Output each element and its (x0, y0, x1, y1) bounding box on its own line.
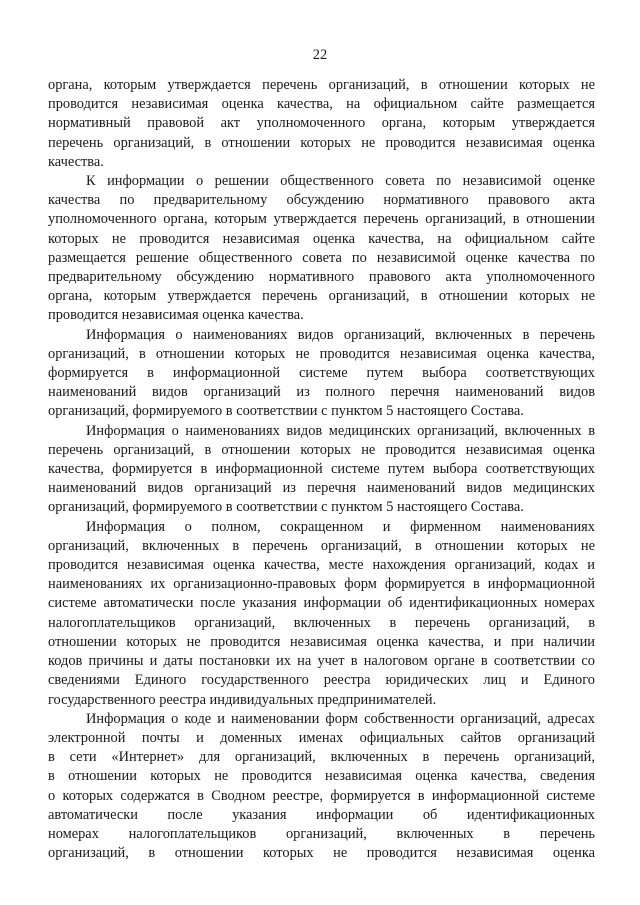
text-line: Информация о наименованиях видов медицинских организаций, включенных в (86, 422, 595, 439)
text-line: наименованиях их организационно-правовых форм формируется в информационной (48, 576, 595, 593)
text-line: качества. (48, 153, 104, 170)
paragraph (48, 422, 595, 518)
paragraph (48, 710, 595, 864)
text-line: организаций, формируемого в соответствии с пунктом 5 настоящего Состава. (48, 499, 524, 516)
text-line: качества, формируется в информационной системе путем выбора соответствующих (48, 461, 595, 478)
text-line: электронной почты и доменных именах официальных сайтов организаций (48, 729, 595, 746)
text-line: наименований видов организаций из полного перечня наименований видов (48, 384, 595, 401)
page-number: 22 (312, 47, 328, 63)
text-line: нормативный правовой акт уполномоченного органа, которым утверждается (48, 115, 595, 132)
text-line: уполномоченного органа, которым утверждается перечень организаций, в отношении (48, 211, 595, 228)
text-line: о которых содержатся в Сводном реестре, формируется в информационной системе (48, 787, 595, 804)
text-line: Информация о коде и наименовании форм собственности организаций, адресах (86, 710, 595, 727)
text-line: проводится независимая оценка качества, месте нахождения организаций, кодах и (48, 557, 595, 574)
text-line: органа, которым утверждается перечень организаций, в отношении которых не (48, 288, 595, 305)
text-line: качества по предварительному обсуждению нормативного правового акта (48, 192, 595, 209)
text-line: Информация о наименованиях видов организаций, включенных в перечень (86, 326, 595, 343)
text-line: налогоплательщиков организаций, включенных в перечень организаций, в (48, 614, 595, 631)
text-line: отношении которых не проводится независимая оценка качества, и при наличии (48, 633, 595, 650)
text-line: проводится независимая оценка качества, на официальном сайте размещается (48, 96, 595, 113)
text-line: размещается решение общественного совета по независимой оценке качества по (48, 249, 595, 266)
text-line: в сети «Интернет» для организаций, включенных в перечень организаций, (48, 749, 595, 766)
text-line: перечень организаций, в отношении которых не проводится независимая оценка (48, 441, 595, 458)
text-line: организаций, формируемого в соответствии с пунктом 5 настоящего Состава. (48, 403, 524, 420)
text-line: организаций, включенных в перечень организаций, в отношении которых не (48, 537, 595, 554)
paragraph (48, 326, 595, 422)
paragraph (48, 518, 595, 710)
paragraph (48, 76, 595, 172)
text-line: системе автоматически после указания информации об идентификационных номерах (48, 595, 595, 612)
text-line: проводится независимая оценка качества. (48, 307, 304, 324)
text-line: в отношении которых не проводится независимая оценка качества, сведения (48, 768, 595, 785)
text-line: государственного реестра индивидуальных предпринимателей. (48, 691, 437, 708)
text-line: автоматически после указания информации об идентификационных (48, 806, 595, 823)
document-body (48, 76, 595, 863)
text-line: которых не проводится независимая оценка качества, на официальном сайте (48, 230, 595, 247)
text-line: наименований видов организаций из перечня наименований видов медицинских (48, 480, 595, 497)
text-line: кодов причины и даты постановки их на учет в налоговом органе в соответствии со (48, 653, 595, 670)
paragraph (48, 172, 595, 326)
text-line: органа, которым утверждается перечень организаций, в отношении которых не (48, 77, 595, 93)
text-line: перечень организаций, в отношении которых не проводится независимая оценка (48, 134, 595, 151)
text-line: организаций, в отношении которых не проводится независимая оценка (48, 845, 595, 862)
text-line: сведениями Единого государственного реестра юридических лиц и Единого (48, 672, 595, 689)
text-line: организаций, в отношении которых не проводится независимая оценка качества, (48, 345, 595, 362)
text-line: номерах налогоплательщиков организаций, включенных в перечень (48, 825, 595, 842)
text-line: К информации о решении общественного совета по независимой оценке (86, 173, 595, 190)
text-line: Информация о полном, сокращенном и фирменном наименованиях (86, 518, 595, 535)
text-line: формируется в информационной системе путем выбора соответствующих (48, 365, 595, 382)
text-line: предварительному обсуждению нормативного правового акта уполномоченного (48, 269, 595, 286)
